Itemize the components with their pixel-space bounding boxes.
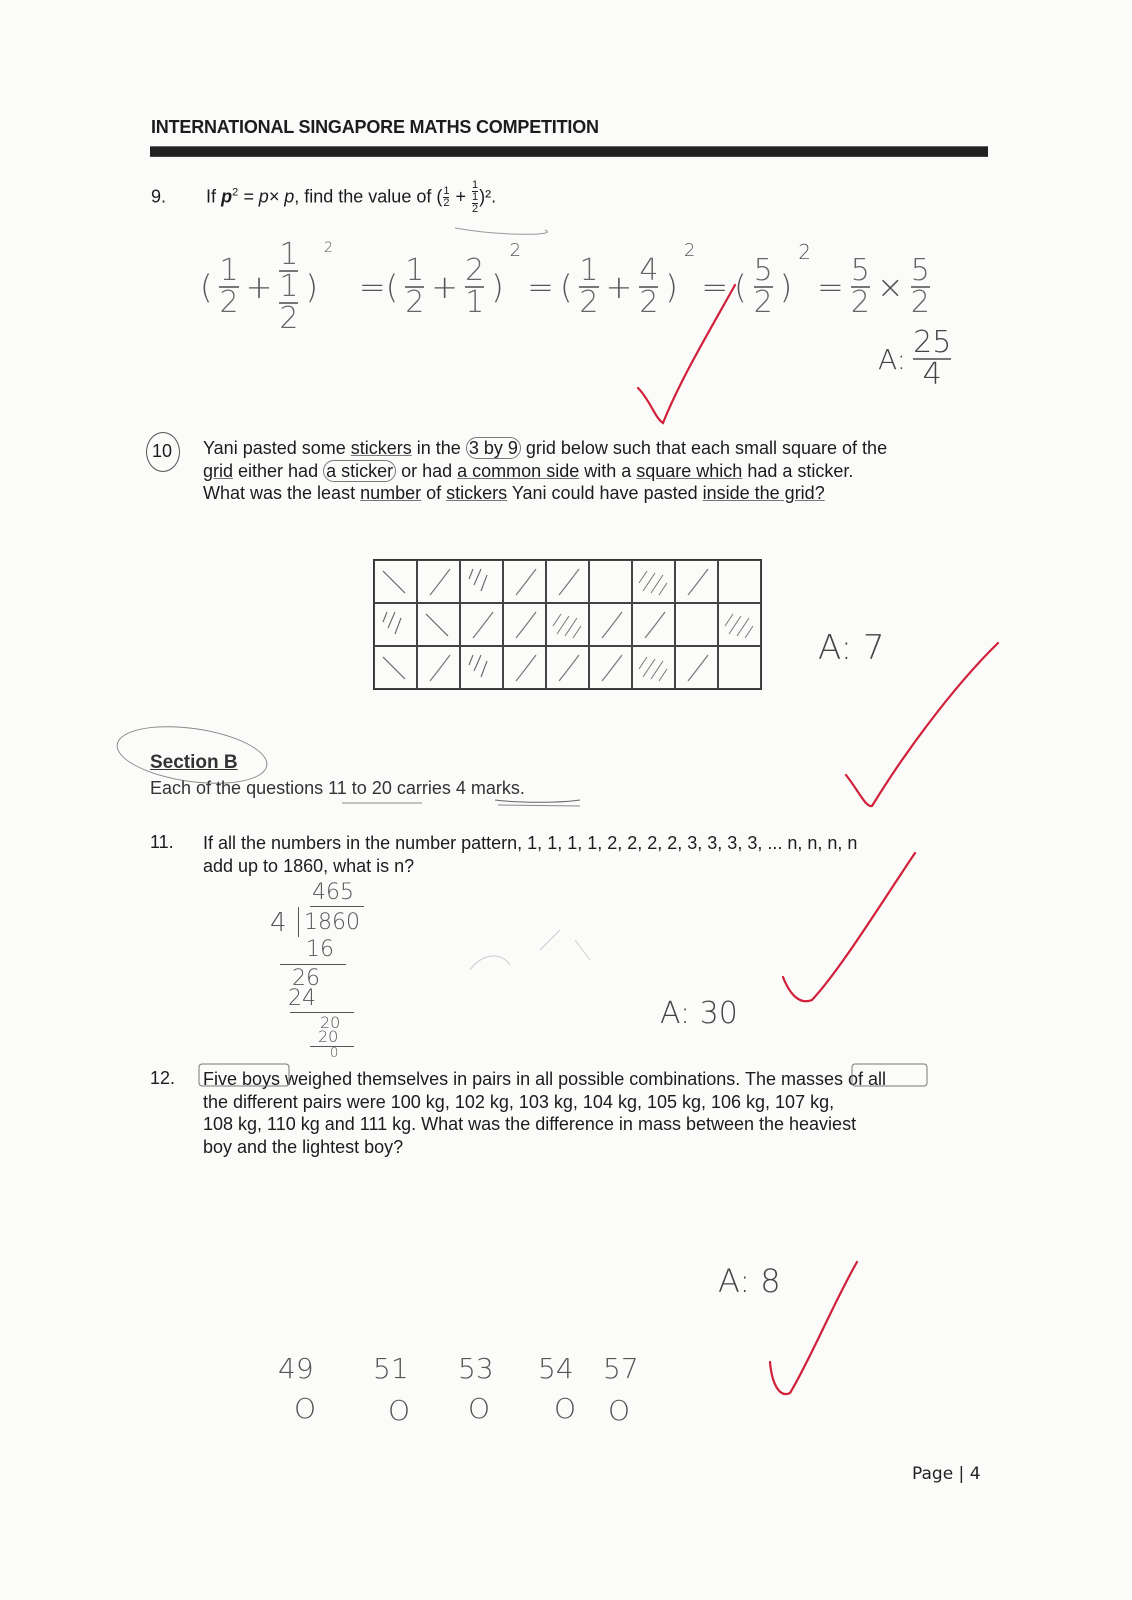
grid-cell (374, 646, 417, 689)
q12-value: 51 (373, 1352, 409, 1385)
pencil-mark-icon (375, 561, 418, 604)
pencil-mark-icon (504, 604, 547, 647)
grid-cell (718, 560, 761, 603)
section-b-subtitle: Each of the questions 11 to 20 carries 4 marks. (150, 778, 525, 798)
q12-value: 49 (278, 1352, 314, 1385)
q10-line-3: What was the least number of stickers Yani could have pasted inside the grid? (203, 483, 825, 503)
q11-line-2: add up to 1860, what is n? (203, 855, 415, 876)
grid-cell (546, 560, 589, 603)
grid-cell (503, 603, 546, 646)
pencil-mark-icon (676, 561, 719, 604)
q9-text-prefix: If (206, 186, 222, 207)
pencil-mark-icon (418, 561, 461, 604)
q9-exponent: 2 (232, 186, 239, 199)
q12-line-1: Five boys weighed themselves in pairs in all possible combinations. The masses of all (203, 1069, 886, 1089)
section-b-title: Section B (150, 752, 238, 773)
page-number: Page | 4 (912, 1464, 981, 1484)
q11-dividend: 1860 (304, 910, 360, 935)
grid-cell (589, 646, 632, 689)
grid-cell (632, 646, 675, 689)
grid-cell (374, 603, 417, 646)
grid-cell (546, 603, 589, 646)
pencil-mark-icon (418, 604, 461, 647)
grid-cell (675, 560, 718, 603)
grid-cell (589, 603, 632, 646)
q12-circle: O (608, 1394, 631, 1427)
q12-line-4: boy and the lightest boy? (203, 1136, 404, 1157)
q9-var-p: p (221, 186, 233, 207)
q12-circle: O (554, 1392, 577, 1425)
q12-circle: O (388, 1394, 411, 1427)
grid-cell (546, 646, 589, 689)
q12-value: 54 (538, 1352, 574, 1385)
pencil-mark-icon (590, 647, 633, 690)
red-check-icon (770, 1262, 857, 1394)
q12-answer: A: 8 (718, 1262, 781, 1300)
q12-value: 53 (458, 1352, 494, 1385)
pencil-mark-icon (547, 604, 590, 647)
q10-answer: A: 7 (818, 628, 885, 668)
grid-cell (675, 603, 718, 646)
q9-answer: A: $\frac{25}{4}$ (878, 325, 952, 392)
pencil-mark-icon (461, 604, 504, 647)
question-number: 11. (150, 832, 174, 852)
pencil-mark-icon (375, 647, 418, 690)
question-11 (203, 832, 1003, 877)
q11-quotient: 465 (312, 880, 354, 905)
pencil-mark-icon (461, 647, 504, 690)
grid-cell (417, 560, 460, 603)
pencil-mark-icon (547, 561, 590, 604)
grid-cell (503, 646, 546, 689)
grid-cell (417, 603, 460, 646)
q12-circle: O (468, 1392, 491, 1425)
q11-long-division: 465 4 1860 16 26 24 20 20 0 (270, 880, 380, 1060)
document-header-title: INTERNATIONAL SINGAPORE MATHS COMPETITION (151, 117, 599, 137)
q12-line-2: the different pairs were 100 kg, 102 kg, 103 kg, 104 kg, 105 kg, 106 kg, 107 kg, (203, 1091, 835, 1112)
q11-answer: A: 30 (660, 996, 738, 1031)
pencil-mark-icon (504, 561, 547, 604)
pencil-mark-icon (504, 647, 547, 690)
pencil-mark-icon (633, 561, 676, 604)
q10-line-2: grid either had a sticker or had a common side with a square which had a sticker. (203, 460, 854, 481)
pencil-mark-icon (633, 647, 676, 690)
sticker-grid-3x9 (373, 559, 762, 690)
question-number: 10 (152, 441, 173, 461)
pencil-mark-icon (676, 647, 719, 690)
q9-handwritten-work: ( $\frac{1}{2}$ + 1 1 2 ) 2 =( $\frac{1}{2}$ + $\frac{2}{1}$ ) 2 = ( $\frac{1}{2}$ + $\frac{4}{2}$ ) 2 = ( $\frac{5}{2}$ ) 2 = $\frac{5}{2}$ × $\frac{5}{2}$ (200, 237, 930, 336)
q9-text-mid: , find the value of ( (294, 186, 443, 207)
grid-cell (374, 560, 417, 603)
q12-value: 57 (603, 1352, 639, 1385)
grid-cell (632, 560, 675, 603)
question-number: 12. (150, 1068, 176, 1088)
grid-cell (718, 603, 761, 646)
grid-cell (632, 603, 675, 646)
q9-formula: = p× p (238, 186, 295, 207)
q9-fraction-a: $\frac{1}{2}$ (443, 185, 450, 209)
question-number: 9. (151, 186, 167, 207)
pencil-mark-icon (633, 604, 676, 647)
q11-divisor: 4 (270, 908, 287, 938)
pencil-mark-icon (547, 647, 590, 690)
grid-cell (718, 646, 761, 689)
grid-cell (589, 560, 632, 603)
question-9: 9. If $p^2 = p\times p$, find the value of ( $\frac{1}{2}$ + 1 1 2 )². (151, 179, 497, 215)
grid-cell (675, 646, 718, 689)
grid-cell (417, 646, 460, 689)
grid-cell (460, 603, 503, 646)
pencil-mark-icon (418, 647, 461, 690)
question-12 (203, 1068, 1003, 1158)
q12-handwritten-work (278, 1352, 678, 1432)
q11-line-1: If all the numbers in the number pattern, 1, 1, 1, 1, 2, 2, 2, 2, 3, 3, 3, 3, ... n, n, n, n (203, 833, 858, 853)
grid-cell (460, 646, 503, 689)
question-10 (203, 437, 993, 505)
q12-line-3: 108 kg, 110 kg and 111 kg. What was the difference in mass between the heaviest (203, 1114, 857, 1134)
q10-line-1: Yani pasted some stickers in the 3 by 9 grid below such that each small square of the (203, 438, 888, 458)
header-rule (150, 146, 988, 157)
pencil-mark-icon (719, 604, 762, 647)
q9-fraction-b: 1 1 2 (471, 179, 479, 215)
grid-cell (503, 560, 546, 603)
pencil-mark-icon (590, 604, 633, 647)
pencil-mark-icon (375, 604, 418, 647)
grid-cell (460, 560, 503, 603)
q9-text-suffix: )². (479, 186, 497, 207)
pencil-mark-icon (461, 561, 504, 604)
q12-circle: O (294, 1392, 317, 1425)
